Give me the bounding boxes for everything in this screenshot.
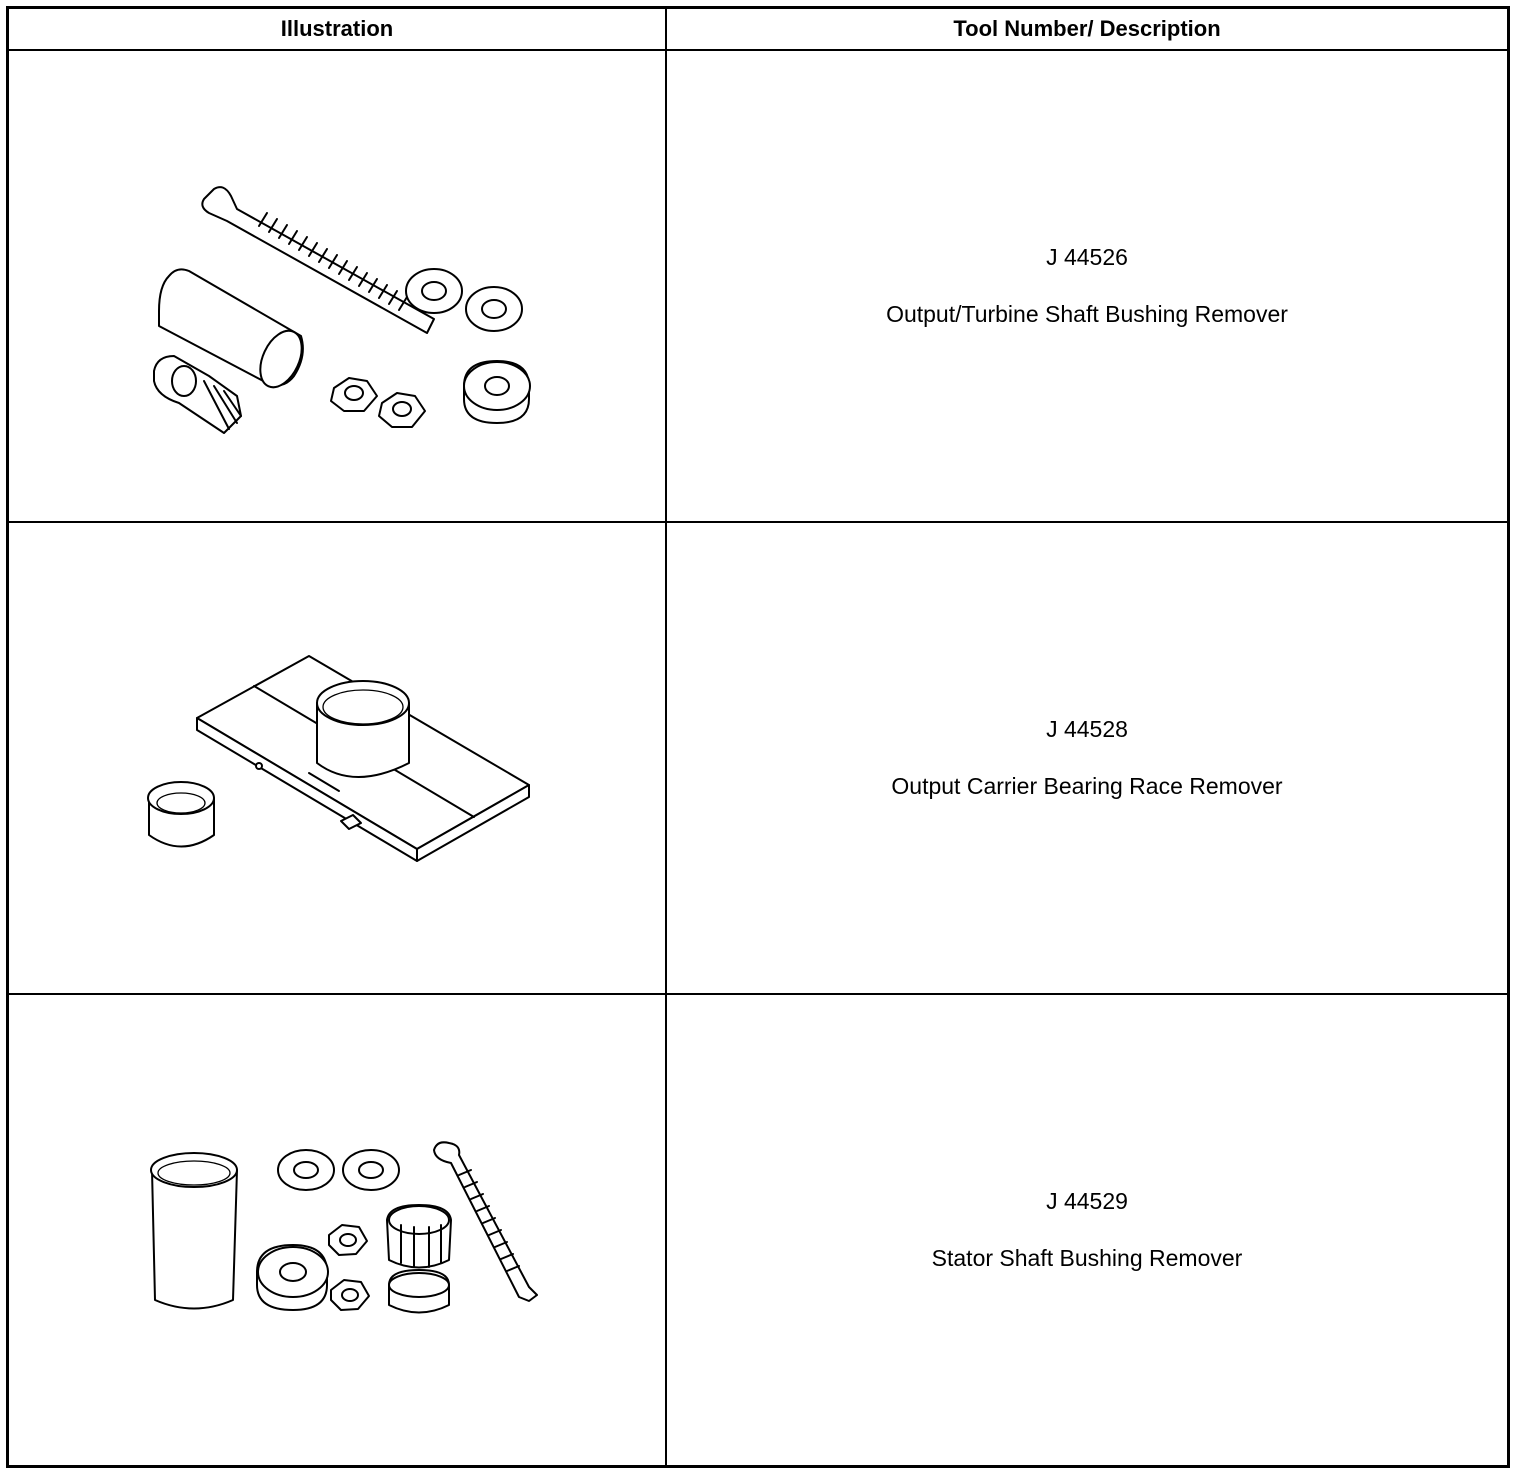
- illustration-cell: [8, 522, 667, 994]
- tool-table: [6, 6, 1510, 1468]
- tool-description: Output/Turbine Shaft Bushing Remover: [886, 301, 1288, 327]
- illustration-cell: [8, 50, 667, 522]
- tool-description: Output Carrier Bearing Race Remover: [891, 773, 1283, 799]
- table-row: [8, 522, 1509, 994]
- illustration-cell: [8, 994, 667, 1467]
- description-cell: [666, 994, 1509, 1467]
- description-cell: [666, 522, 1509, 994]
- tool-number: J 44529: [1046, 1188, 1128, 1214]
- tool-number: J 44526: [1046, 244, 1128, 270]
- bearing-race-remover-icon: [9, 523, 665, 993]
- tool-number: J 44528: [1046, 716, 1128, 742]
- bushing-remover-kit-icon: [9, 51, 665, 521]
- header-row: [8, 8, 1509, 51]
- stator-bushing-remover-kit-icon: [9, 995, 665, 1465]
- description-cell: [666, 50, 1509, 522]
- header-tool-number-description: Tool Number/ Description: [666, 8, 1509, 51]
- table-row: [8, 994, 1509, 1467]
- table-row: [8, 50, 1509, 522]
- tool-description: Stator Shaft Bushing Remover: [931, 1245, 1243, 1271]
- header-illustration: Illustration: [8, 8, 667, 51]
